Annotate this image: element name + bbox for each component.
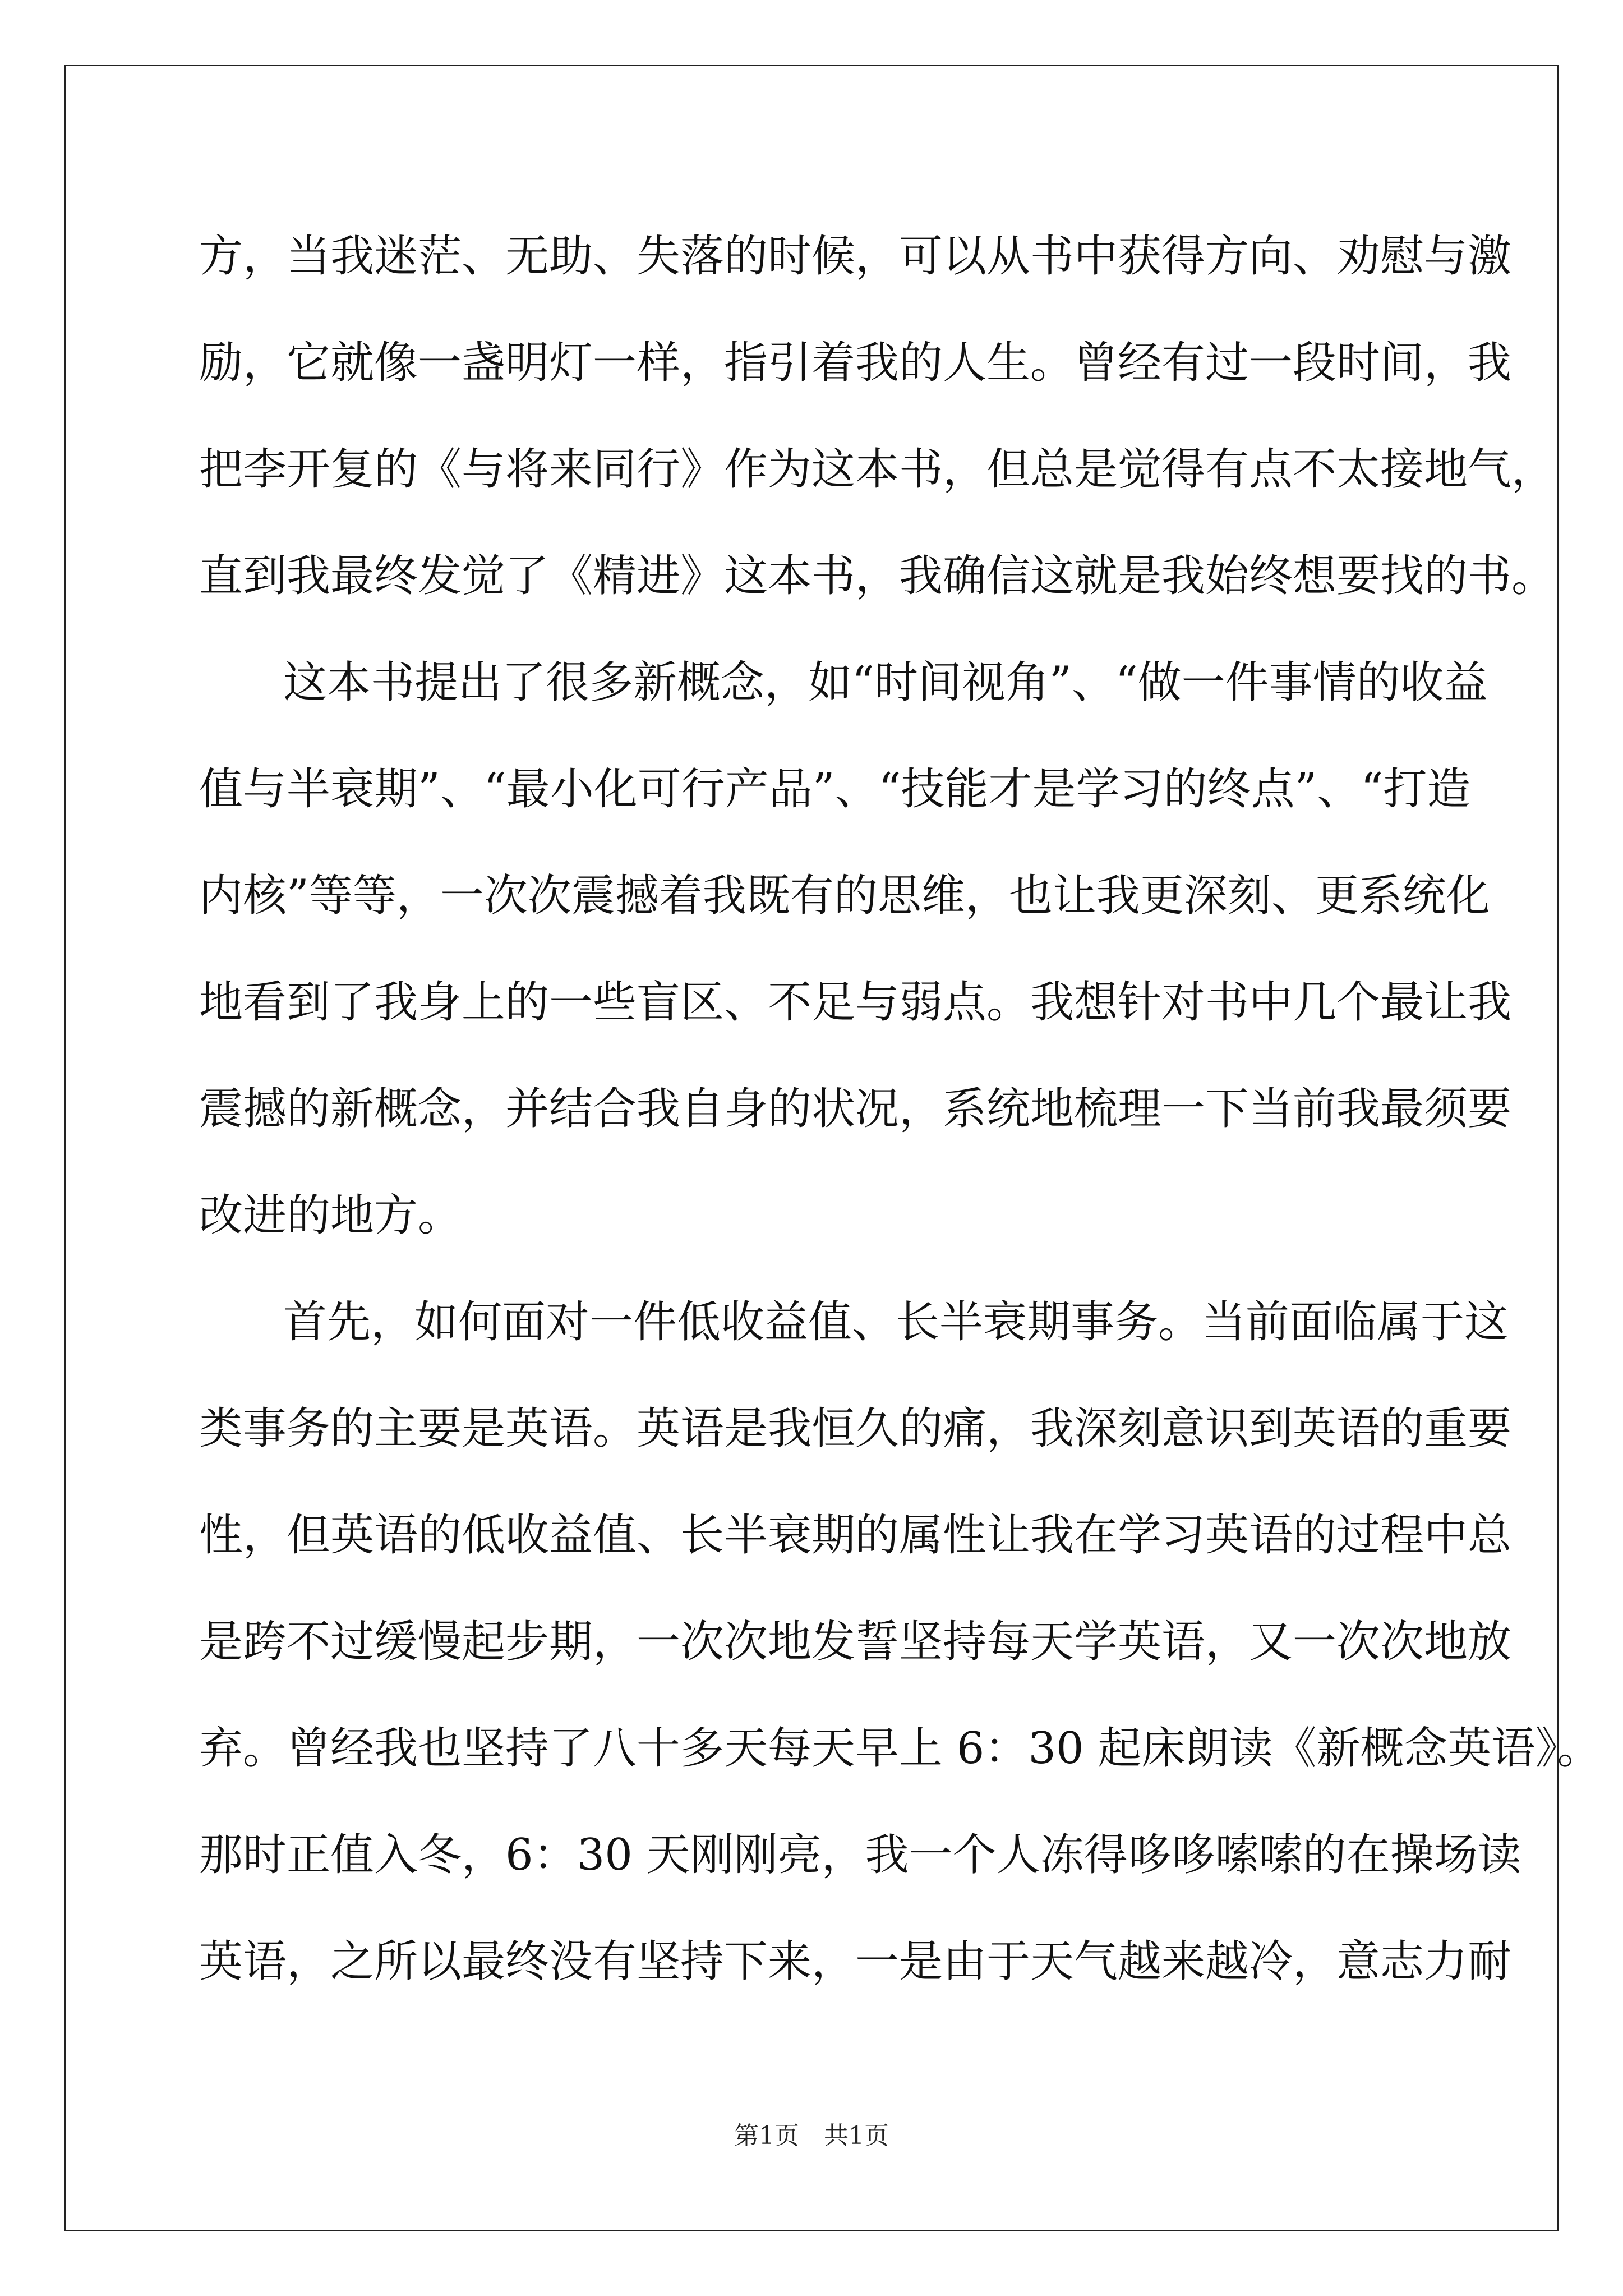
text-line: 方，当我迷茫、无助、失落的时候，可以从书中获得方向、劝慰与激: [199, 231, 1512, 282]
text-line: 是跨不过缓慢起步期，一次次地发誓坚持每天学英语，又一次次地放: [199, 1617, 1512, 1667]
document-body: [199, 222, 1601, 2033]
page-footer: 第1页 共1页: [734, 2122, 889, 2150]
text-line: 英语，之所以最终没有坚持下来，一是由于天气越来越冷，意志力耐: [199, 1936, 1512, 1987]
paragraph-first-line: 首先，如何面对一件低收益值、长半衰期事务。当前面临属于这: [283, 1297, 1509, 1347]
text-line: 性，但英语的低收益值、长半衰期的属性让我在学习英语的过程中总: [199, 1510, 1512, 1561]
text-line: 励，它就像一盏明灯一样，指引着我的人生。曾经有过一段时间，我: [199, 338, 1512, 388]
paragraph-first-line: 这本书提出了很多新概念，如“时间视角”、“做一件事情的收益: [283, 657, 1488, 708]
text-line: 地看到了我身上的一些盲区、不足与弱点。我想针对书中几个最让我: [199, 977, 1512, 1028]
text-line: 值与半衰期”、“最小化可行产品”、“技能才是学习的终点”、“打造: [199, 764, 1471, 815]
text-line: 弃。曾经我也坚持了八十多天每天早上 6：30 起床朗读《新概念英语》。: [199, 1723, 1601, 1774]
text-line: 把李开复的《与将来同行》作为这本书，但总是觉得有点不太接地气，: [199, 444, 1556, 495]
text-line: 震撼的新概念，并结合我自身的状况，系统地梳理一下当前我最须要: [199, 1084, 1512, 1134]
text-line: 直到我最终发觉了《精进》这本书，我确信这就是我始终想要找的书。: [199, 551, 1556, 601]
text-line: 内核”等等，一次次震撼着我既有的思维，也让我更深刻、更系统化: [199, 871, 1490, 921]
text-line: 那时正值入冬，6：30 天刚刚亮，我一个人冻得哆哆嗦嗦的在操场读: [199, 1830, 1521, 1880]
text-line: 改进的地方。: [199, 1190, 462, 1241]
text-line: 类事务的主要是英语。英语是我恒久的痛，我深刻意识到英语的重要: [199, 1404, 1512, 1454]
